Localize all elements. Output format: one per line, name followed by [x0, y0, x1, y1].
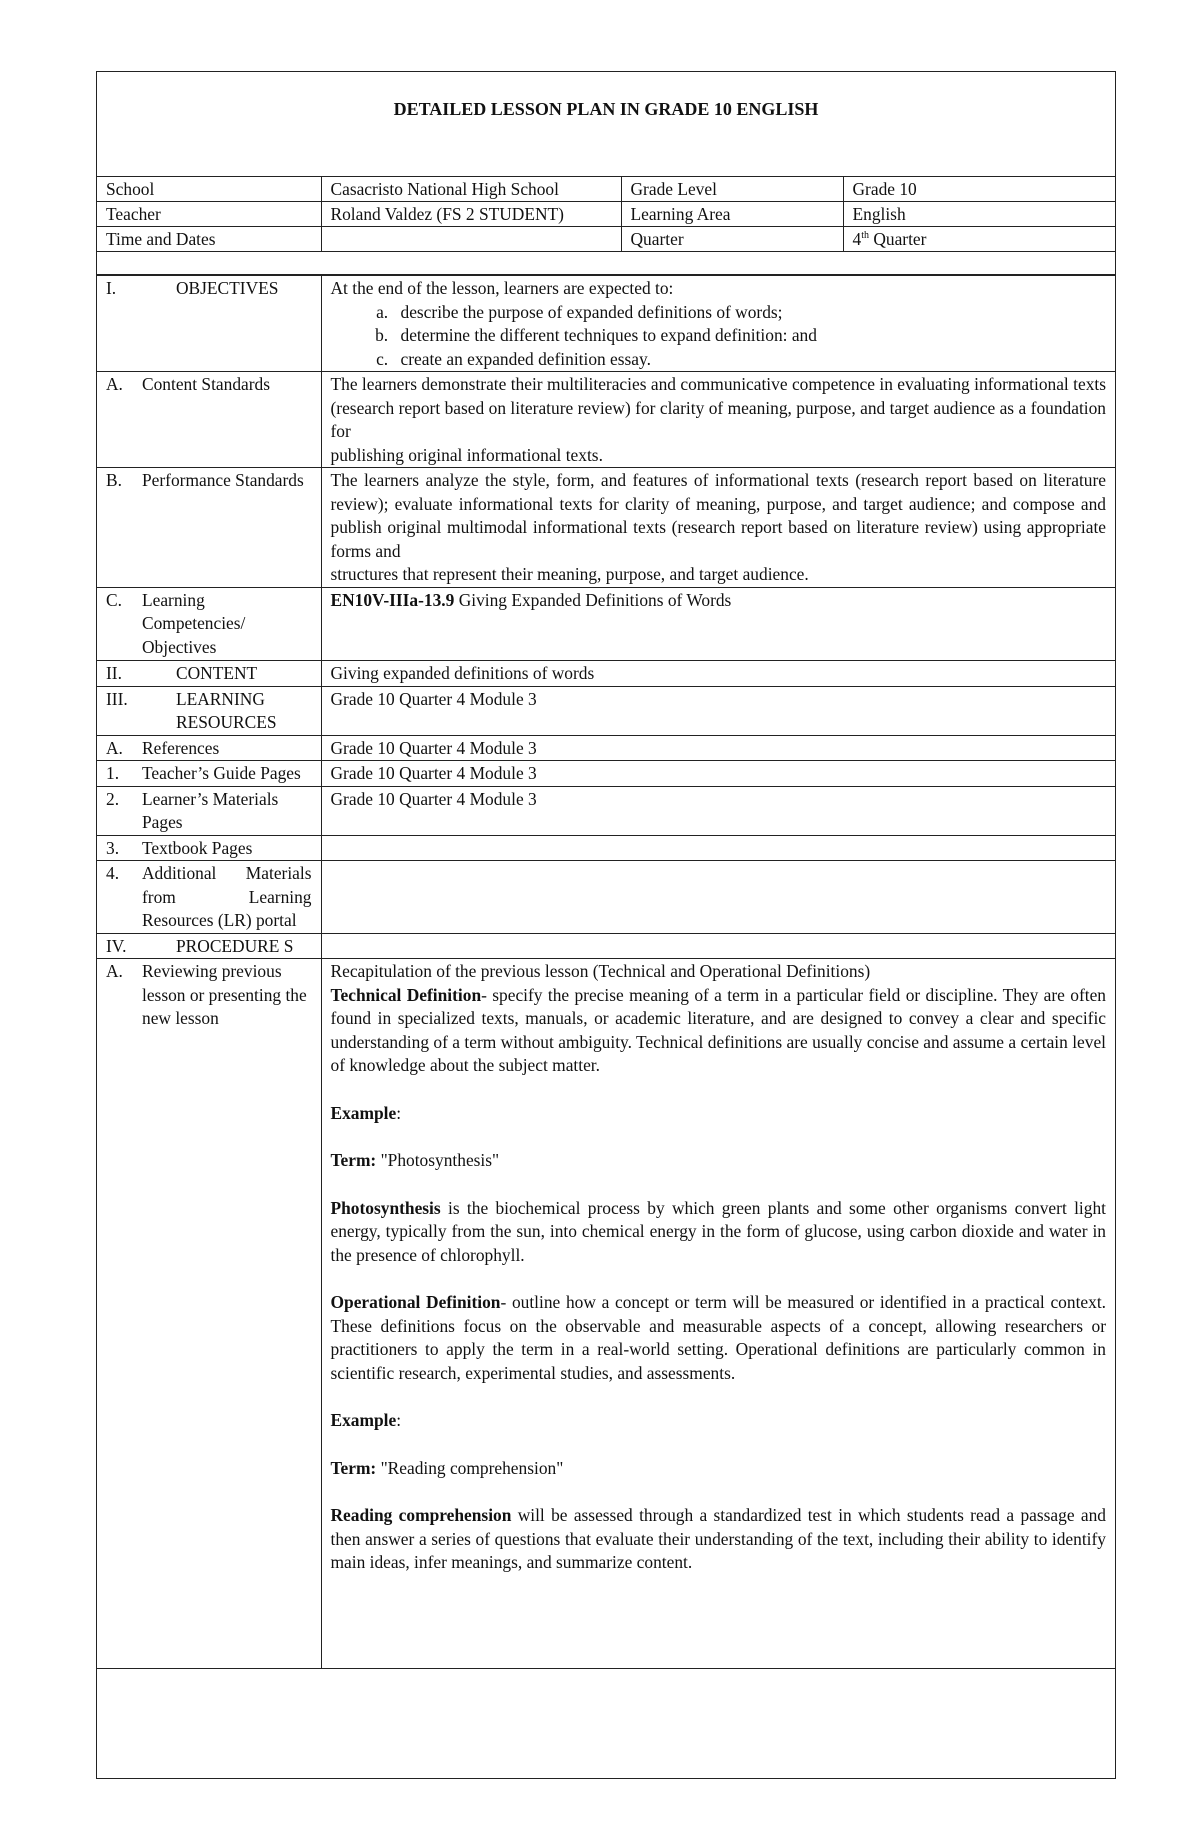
- procedures-num: IV.: [106, 935, 127, 956]
- row-textbook: [97, 835, 1115, 861]
- content-standards-label: Content Standards: [142, 374, 271, 394]
- example-heading: Example:: [330, 1102, 402, 1123]
- additional-text: [321, 861, 1115, 934]
- performance-standards-text-2: structures that represent their meaning, purpose, and target audience.: [330, 564, 809, 584]
- row-competencies: [97, 587, 1115, 661]
- content-num: II.: [106, 663, 122, 683]
- competency-text: Giving Expanded Definitions of Words: [454, 589, 732, 610]
- row-teachers-guide: [97, 761, 1115, 787]
- performance-standards-label: Performance Standards: [142, 470, 304, 490]
- reading-comprehension-definition: Reading comprehension will be assessed through a standardized test in which students read a passage and then answer a series of questions that evaluate their understanding of the text, including their ability to identify main ideas, infer meanings, and summarize content.: [330, 1505, 1106, 1572]
- objectives-list: [331, 301, 1107, 372]
- info-row-school: [97, 177, 1115, 202]
- objective-item: b. determine the different techniques to expand definition: and: [393, 324, 1107, 348]
- row-references: [97, 735, 1115, 761]
- objective-item: c. create an expanded definition essay.: [393, 348, 1107, 372]
- content-standards-text-2: publishing original informational texts.: [330, 444, 603, 465]
- references-text: Grade 10 Quarter 4 Module 3: [321, 735, 1115, 761]
- term-reading-comprehension: Term: "Reading comprehension": [330, 1457, 564, 1478]
- objectives-num: I.: [106, 278, 117, 298]
- learners-materials-num: 2.: [106, 788, 120, 809]
- learning-resources-label: LEARNING RESOURCES: [176, 688, 277, 732]
- learning-resources-num: III.: [106, 688, 128, 709]
- term-photosynthesis: Term: "Photosynthesis": [330, 1150, 500, 1170]
- grade-level-value: Grade 10: [843, 177, 1115, 202]
- grade-level-label: Grade Level: [621, 177, 843, 202]
- technical-definition: Technical Definition- specify the precise meaning of a term in a particular field or discipline. They are often found in specialized texts, manuals, or academic literature, and are designed to convey a clear and specific understanding of a term without ambiguity. Technical definitions are usually concise and assume a certain level of knowledge about the subject matter.: [330, 984, 1106, 1075]
- reviewing-num: A.: [106, 961, 123, 981]
- row-content-standards: [97, 372, 1115, 468]
- content-label: CONTENT: [176, 663, 258, 683]
- learning-area-label: Learning Area: [621, 202, 843, 227]
- example-heading-2: Example:: [330, 1410, 402, 1430]
- competency-code: EN10V-IIIa-13.9: [330, 589, 455, 610]
- objectives-label: OBJECTIVES: [176, 278, 279, 298]
- row-learning-resources: [97, 686, 1115, 735]
- content-standards-num: A.: [106, 374, 123, 394]
- competencies-label: Learning Competencies/ Objectives: [142, 589, 246, 657]
- school-value: Casacristo National High School: [321, 177, 621, 202]
- recap-text: Recapitulation of the previous lesson (Technical and Operational Definitions): [330, 961, 871, 981]
- learners-materials-text: Grade 10 Quarter 4 Module 3: [321, 786, 1115, 835]
- info-row-time: [97, 227, 1115, 252]
- teacher-label: Teacher: [97, 202, 321, 227]
- content-text: Giving expanded definitions of words: [321, 661, 1115, 687]
- performance-standards-num: B.: [106, 470, 122, 490]
- objectives-intro: At the end of the lesson, learners are expected to:: [330, 278, 674, 298]
- quarter-label: Quarter: [621, 227, 843, 252]
- learning-area-value: English: [843, 202, 1115, 227]
- operational-definition: Operational Definition- outline how a concept or term will be measured or identified in a practical context. These definitions focus on the observable and measurable aspects of a concept, allowing researchers or practitioners to apply the term in a real-world setting. Operational definitions are particularly common in scientific research, experimental studies, and assessments.: [330, 1292, 1106, 1383]
- learners-materials-label: Learner’s Materials Pages: [142, 788, 279, 832]
- school-label: School: [97, 177, 321, 202]
- row-reviewing: [97, 959, 1115, 1669]
- textbook-text: [321, 835, 1115, 861]
- objective-item: a. describe the purpose of expanded definitions of words;: [393, 301, 1107, 325]
- lesson-plan-frame: [96, 71, 1116, 1779]
- learning-resources-text: Grade 10 Quarter 4 Module 3: [321, 686, 1115, 735]
- quarter-value: 4th Quarter: [843, 227, 1115, 252]
- teacher-value: Roland Valdez (FS 2 STUDENT): [321, 202, 621, 227]
- references-num: A.: [106, 737, 123, 758]
- additional-num: 4.: [106, 863, 120, 883]
- spacer-row: [97, 252, 1115, 275]
- page-title: DETAILED LESSON PLAN IN GRADE 10 ENGLISH: [97, 72, 1115, 177]
- teachers-guide-label: Teacher’s Guide Pages: [142, 763, 301, 783]
- performance-standards-text: The learners analyze the style, form, and features of informational texts (research report based on literature review); evaluate informational texts for clarity of meaning, purpose, and target audience; and compose and publish original multimodal informational texts (research report based on literature review) using appropriate forms and: [330, 470, 1106, 561]
- row-content: [97, 661, 1115, 687]
- row-objectives: [97, 276, 1115, 372]
- references-label: References: [142, 737, 220, 758]
- teachers-guide-num: 1.: [106, 763, 120, 783]
- info-table: [97, 177, 1115, 275]
- row-learners-materials: [97, 786, 1115, 835]
- photosynthesis-definition: Photosynthesis is the biochemical process by which green plants and some other organisms convert light energy, typically from the sun, into chemical energy in the form of glucose, using carbon dioxide and water in the presence of chlorophyll.: [330, 1197, 1106, 1265]
- time-value: [321, 227, 621, 252]
- lesson-table: [97, 275, 1115, 1669]
- competencies-num: C.: [106, 589, 122, 610]
- reviewing-label: Reviewing previous lesson or presenting the new lesson: [142, 961, 307, 1028]
- row-additional: [97, 861, 1115, 934]
- time-label: Time and Dates: [97, 227, 321, 252]
- content-standards-text: The learners demonstrate their multiliteracies and communicative competence in evaluating informational texts (research report based on literature review) for clarity of meaning, purpose, and target audience as a foundation for: [330, 374, 1106, 441]
- teachers-guide-text: Grade 10 Quarter 4 Module 3: [321, 761, 1115, 787]
- row-performance-standards: [97, 468, 1115, 588]
- row-procedures: [97, 933, 1115, 959]
- additional-label: Additional Materials from Learning Resources (LR) portal: [142, 863, 312, 930]
- procedures-label: PROCEDURE S: [176, 935, 294, 956]
- info-row-teacher: [97, 202, 1115, 227]
- textbook-num: 3.: [106, 837, 120, 858]
- textbook-label: Textbook Pages: [142, 837, 253, 858]
